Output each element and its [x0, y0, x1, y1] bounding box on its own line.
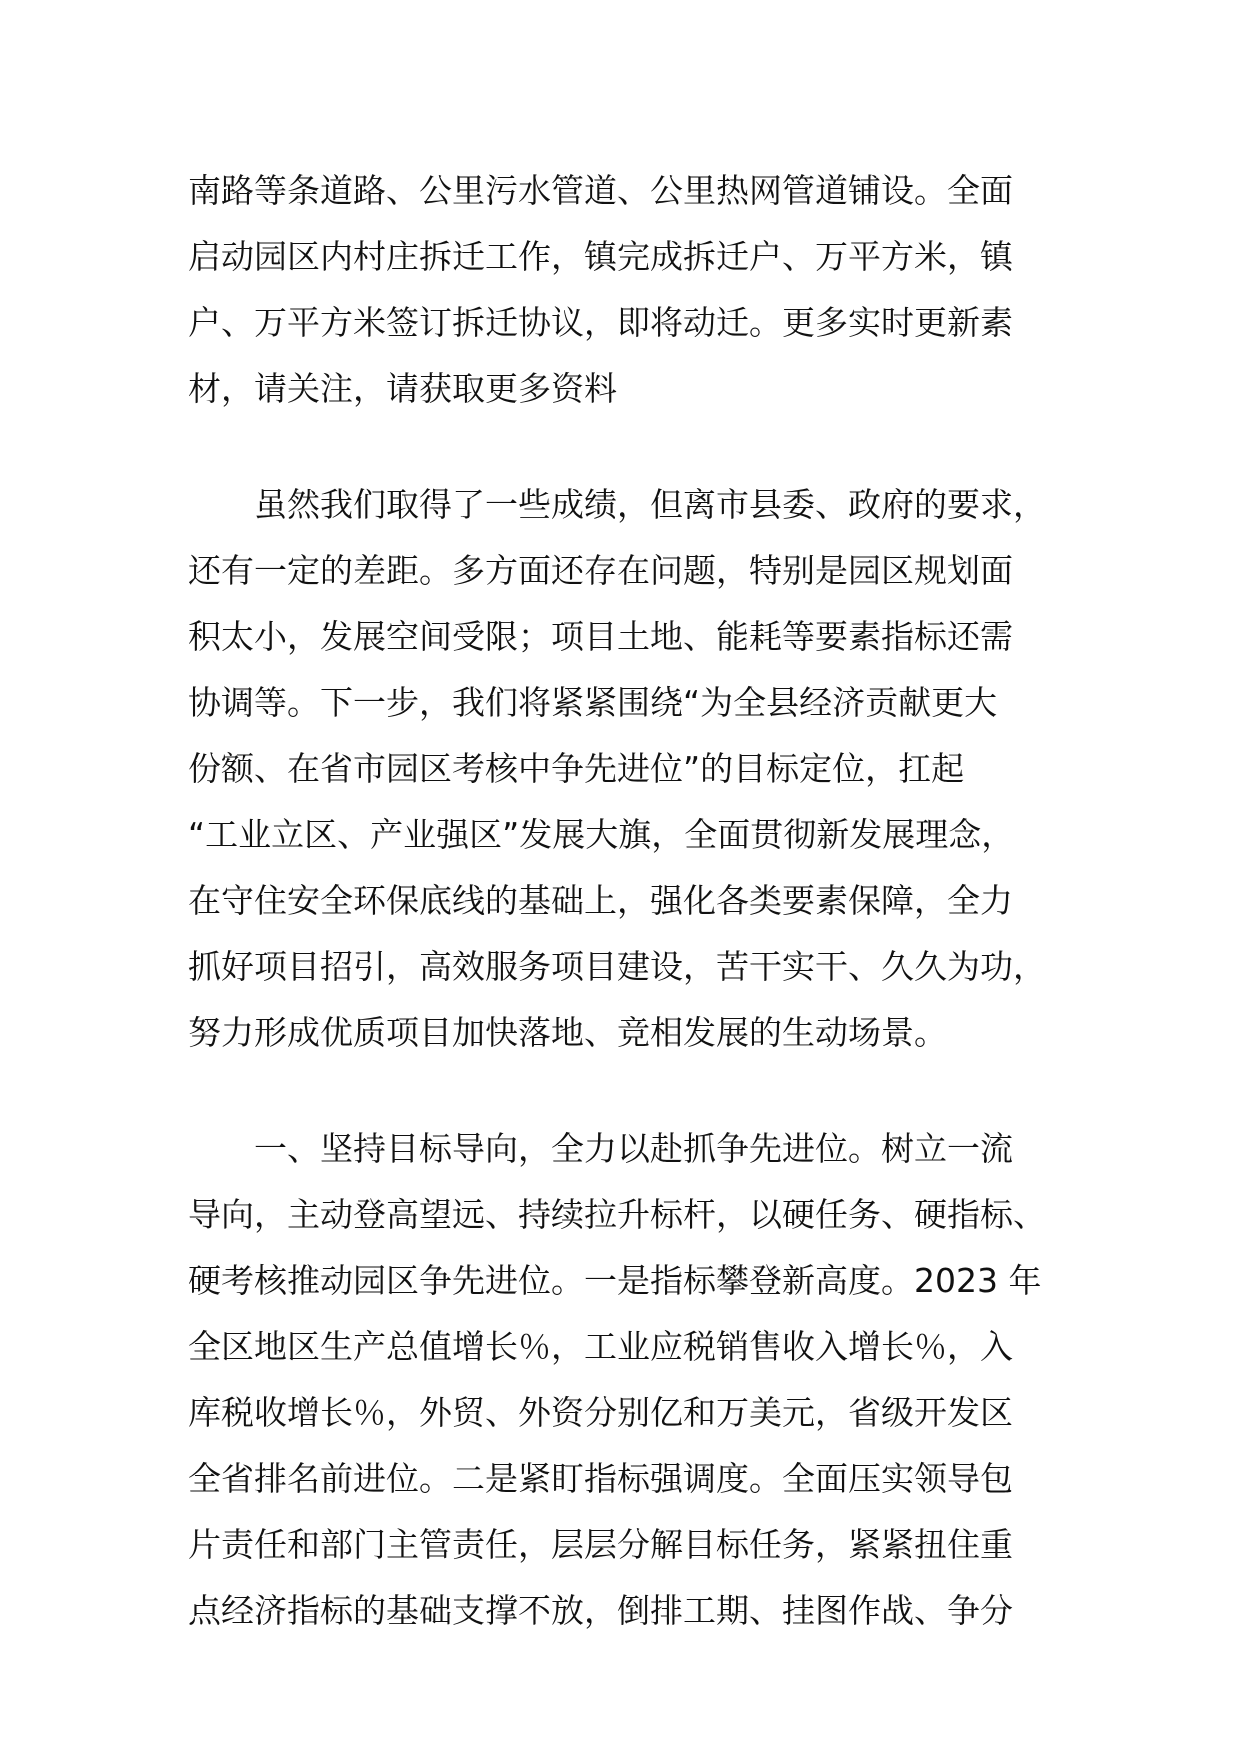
text-line: “工业立区、产业强区”发展大旗，全面贯彻新发展理念，	[188, 815, 1015, 854]
text-line: 硬考核推动园区争先进位。一是指标攀登新高度。2023 年	[188, 1261, 1042, 1300]
paragraph-1	[188, 158, 1058, 422]
text-line: 全区地区生产总值增长％，工业应税销售收入增长％，入	[188, 1327, 1013, 1366]
text-line: 材，请关注，请获取更多资料	[188, 369, 617, 408]
text-line: 份额、在省市园区考核中争先进位”的目标定位，扛起	[188, 749, 965, 788]
document-body	[188, 158, 1058, 1694]
text-line: 努力形成优质项目加快落地、竞相发展的生动场景。	[188, 1013, 947, 1052]
text-line: 还有一定的差距。多方面还存在问题，特别是园区规划面	[188, 551, 1013, 590]
text-line: 在守住安全环保底线的基础上，强化各类要素保障，全力	[188, 881, 1013, 920]
text-line: 全省排名前进位。二是紧盯指标强调度。全面压实领导包	[188, 1459, 1013, 1498]
text-line: 点经济指标的基础支撑不放，倒排工期、挂图作战、争分	[188, 1591, 1013, 1630]
text-line: 片责任和部门主管责任，层层分解目标任务，紧紧扭住重	[188, 1525, 1013, 1564]
text-line: 协调等。下一步，我们将紧紧围绕“为全县经济贡献更大	[188, 683, 998, 722]
text-line: 南路等条道路、公里污水管道、公里热网管道铺设。全面	[188, 171, 1013, 210]
text-line: 虽然我们取得了一些成绩，但离市县委、政府的要求，	[254, 485, 1046, 524]
text-line: 库税收增长％，外贸、外资分别亿和万美元，省级开发区	[188, 1393, 1013, 1432]
text-line: 抓好项目招引，高效服务项目建设，苦干实干、久久为功，	[188, 947, 1046, 986]
text-line: 导向，主动登高望远、持续拉升标杆，以硬任务、硬指标、	[188, 1195, 1046, 1234]
paragraph-3	[188, 1116, 1058, 1644]
text-line: 户、万平方米签订拆迁协议，即将动迁。更多实时更新素	[188, 303, 1013, 342]
text-line: 启动园区内村庄拆迁工作，镇完成拆迁户、万平方米，镇	[188, 237, 1013, 276]
text-line: 一、坚持目标导向，全力以赴抓争先进位。树立一流	[254, 1129, 1013, 1168]
text-line: 积太小，发展空间受限；项目土地、能耗等要素指标还需	[188, 617, 1013, 656]
paragraph-2	[188, 472, 1058, 1066]
